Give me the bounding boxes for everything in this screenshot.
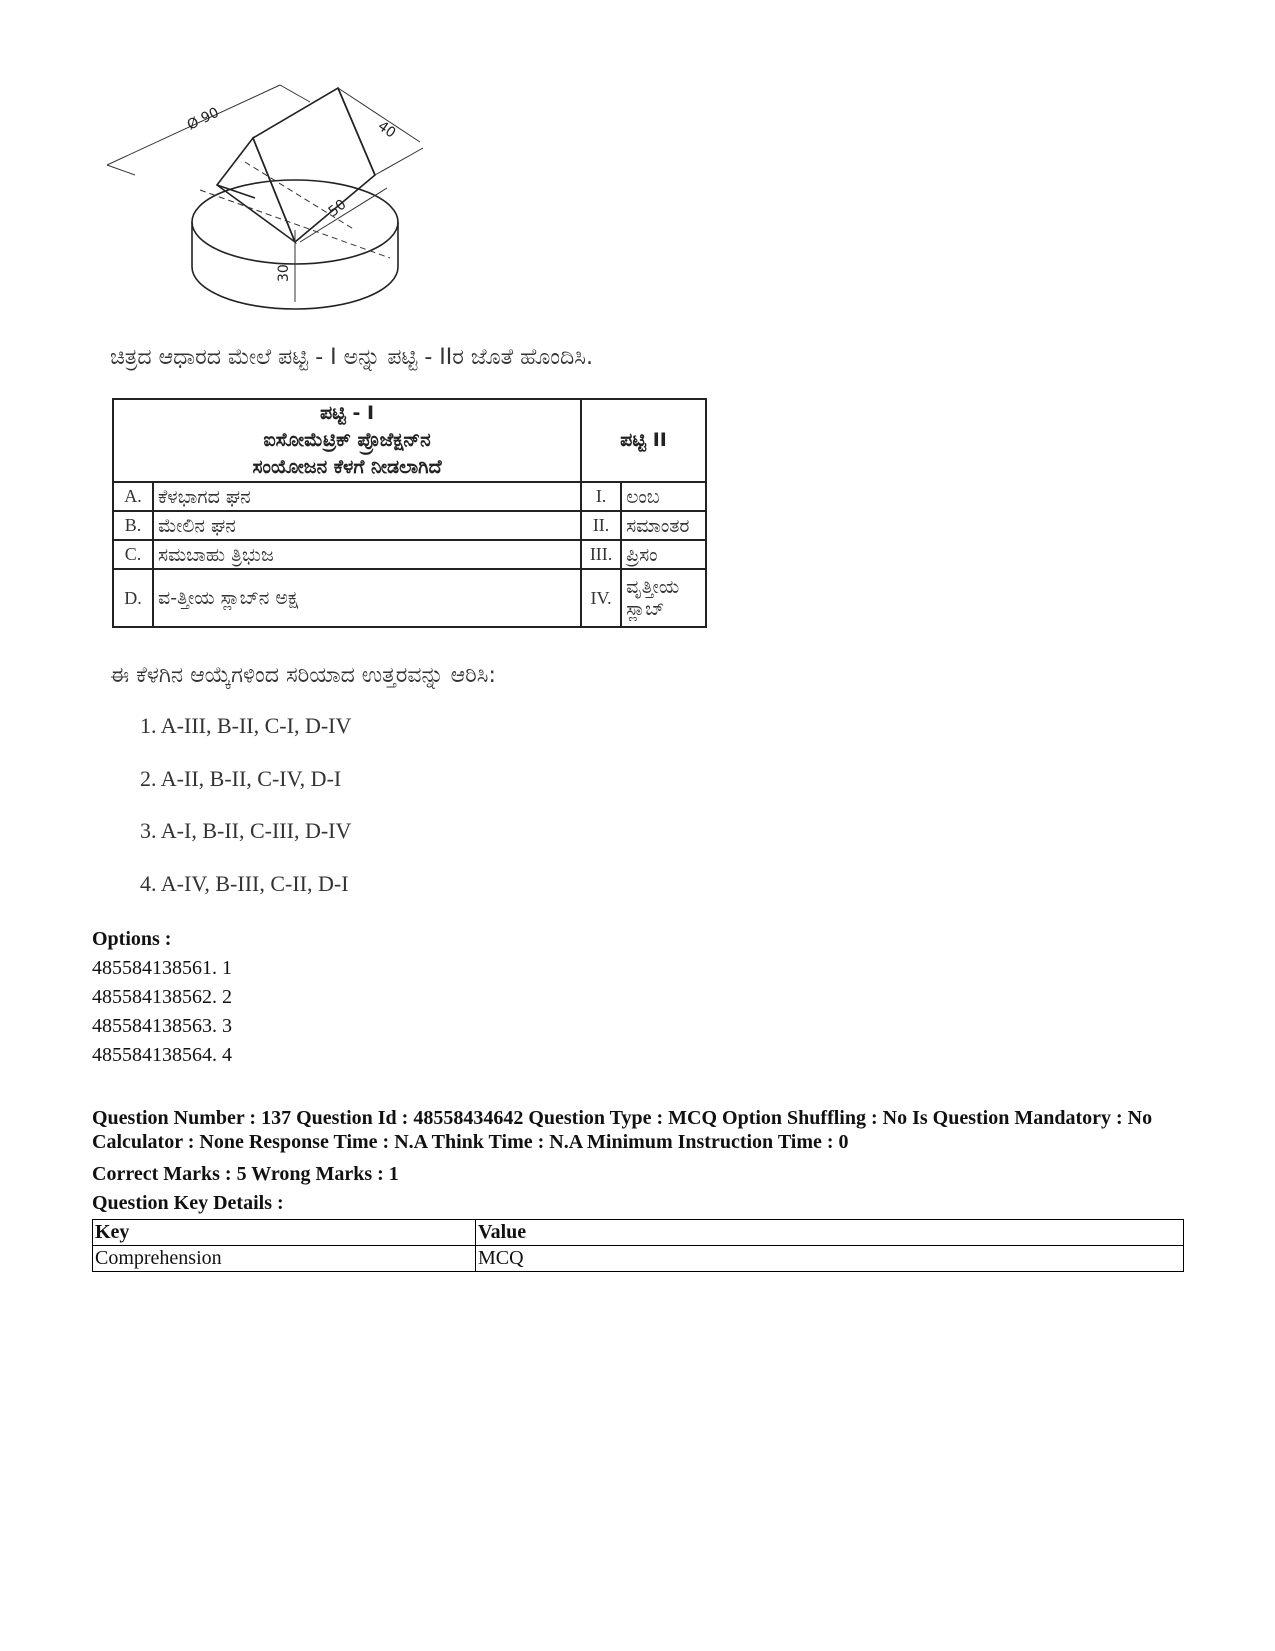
match-table-header (113, 399, 706, 482)
list-two-item: ಸಮಾಂತರ (621, 511, 706, 540)
option-item: 485584138563. 3 (92, 1015, 232, 1037)
options-block (92, 925, 232, 1070)
row-label: C. (113, 540, 153, 569)
dim-length-label: 50 (325, 196, 350, 221)
row-label: IV. (581, 569, 621, 627)
list-one-item: ವ-ತ್ತೀಯ ಸ್ಲಾಬ್‌ನ ಅಕ್ಷ (153, 569, 581, 627)
list-one-item: ಸಮಬಾಹು ತ್ರಿಭುಜ (153, 540, 581, 569)
list-two-item: ಪ್ರಿಸಂ (621, 540, 706, 569)
table-row (93, 1246, 1184, 1272)
answer-choice: 4. A-IV, B-III, C-II, D-I (140, 871, 349, 896)
list-two-item: ಲಂಬ (621, 482, 706, 511)
option-item: 485584138562. 2 (92, 986, 232, 1008)
row-label: I. (581, 482, 621, 511)
row-label: D. (113, 569, 153, 627)
column-header-key: Key (93, 1220, 476, 1246)
row-label: A. (113, 482, 153, 511)
key-cell: Comprehension (93, 1246, 476, 1272)
list-two-header: ಪಟ್ಟಿ II (581, 399, 706, 482)
marks-line: Correct Marks : 5 Wrong Marks : 1 (92, 1163, 399, 1185)
match-instruction: ಚಿತ್ರದ ಆಧಾರದ ಮೇಲೆ ಪಟ್ಟಿ - I ಅನ್ನು ಪಟ್ಟಿ - IIರ ಜೊತೆ ಹೊಂದಿಸಿ. (110, 345, 593, 370)
row-label: B. (113, 511, 153, 540)
answer-choice: 3. A-I, B-II, C-III, D-IV (140, 818, 352, 843)
dim-height-label: 30 (276, 264, 292, 282)
row-label: III. (581, 540, 621, 569)
option-item: 485584138564. 4 (92, 1044, 232, 1066)
match-table (112, 398, 707, 628)
list-one-item: ಮೇಲಿನ ಘನ (153, 511, 581, 540)
table-header-row (93, 1220, 1184, 1246)
match-row (113, 569, 706, 627)
list-two-item: ವೃತ್ತೀಯ ಸ್ಲಾಬ್ (621, 569, 706, 627)
value-cell: MCQ (476, 1246, 1184, 1272)
question-meta: Question Number : 137 Question Id : 48558434642 Question Type : MCQ Option Shuffling : No Is Question Mandatory : No Calculator : None Response Time : N.A Think Time : N.A Minimum Instruction Time : 0 (92, 1107, 1153, 1153)
match-row (113, 511, 706, 540)
choose-prompt: ಈ ಕೆಳಗಿನ ಆಯ್ಕೆಗಳಿಂದ ಸರಿಯಾದ ಉತ್ತರವನ್ನು ಆರಿಸಿ: (110, 663, 496, 688)
answer-choice: 1. A-III, B-II, C-I, D-IV (140, 713, 352, 738)
answer-choice: 2. A-II, B-II, C-IV, D-I (140, 766, 342, 791)
key-details-title: Question Key Details : (92, 1192, 284, 1214)
row-label: II. (581, 511, 621, 540)
list-one-header: ಪಟ್ಟಿ - I ಐಸೋಮೆಟ್ರಿಕ್ ಪ್ರೊಜೆಕ್ಷನ್‌ನ ಸಂಯೋಜನ ಕೆಳಗೆ ನೀಡಲಾಗಿದೆ (113, 399, 581, 482)
key-details-table (92, 1219, 1184, 1272)
dim-diameter-label: Ø 90 (184, 104, 222, 134)
match-row (113, 540, 706, 569)
column-header-value: Value (476, 1220, 1184, 1246)
dim-width-label: 40 (374, 118, 399, 142)
list-one-item: ಕೆಳಭಾಗದ ಘನ (153, 482, 581, 511)
match-row (113, 482, 706, 511)
isometric-figure (105, 70, 445, 320)
options-title: Options : (92, 928, 172, 950)
option-item: 485584138561. 1 (92, 957, 232, 979)
